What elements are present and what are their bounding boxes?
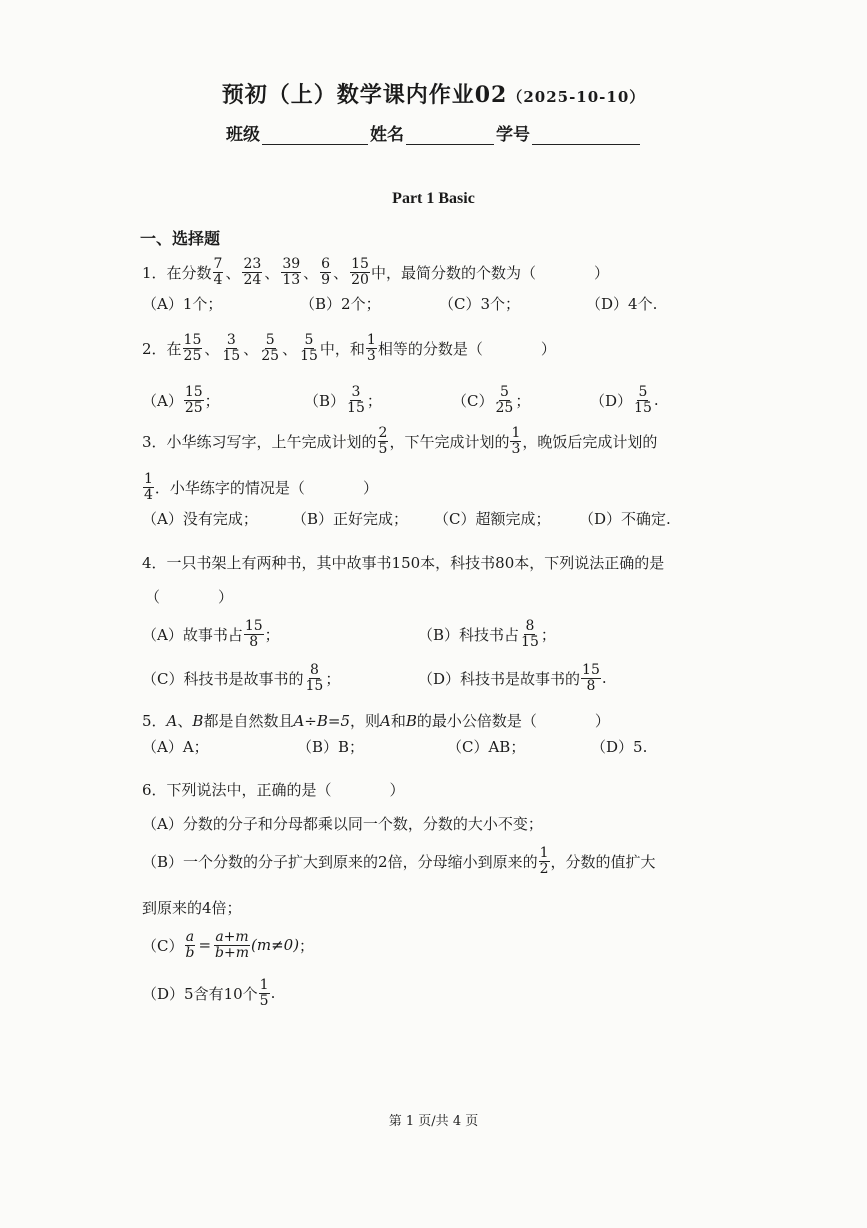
id-label: 学号: [496, 125, 530, 145]
question-3: [142, 426, 657, 456]
q1-option-d: （D）4个.: [586, 294, 658, 313]
name-blank[interactable]: [406, 126, 494, 145]
q2-option-d: （D） $\frac{5}{15}$ .: [590, 383, 659, 416]
q1-fraction-1: $\frac{7}{4}$: [213, 256, 223, 288]
q2-fraction-3: $\frac{5}{25}$: [261, 332, 280, 364]
q2-reference-fraction: $\frac{1}{3}$: [366, 332, 376, 364]
q6-option-d: （D）5含有10个 $\frac{1}{5}$ .: [142, 977, 276, 1009]
question-4: 4．一只书架上有两种书，其中故事书150本，科技书80本，下列说法正确的是: [142, 554, 665, 572]
q3-option-a: （A）没有完成；: [142, 509, 258, 528]
q6-option-a: （A）分数的分子和分母都乘以同一个数，分数的大小不变；: [142, 815, 543, 833]
q4-option-d: （D）科技书是故事书的 $\frac{15}{8}$ .: [418, 661, 607, 694]
q3-option-b: （B）正好完成；: [292, 509, 409, 528]
page-footer: 第 1 页/共 4 页: [388, 1114, 479, 1129]
q4-options-row-2: [142, 658, 702, 698]
q3-option-d: （D）不确定.: [579, 509, 671, 528]
q6-option-c: （C） $\frac{a}{b}$ = $\frac{a+m}{b+m}$ (m≠0) ；: [142, 929, 315, 961]
q2-options: [142, 380, 702, 420]
q2-lead: 2．在: [142, 339, 182, 358]
q2-fraction-2: $\frac{3}{15}$: [222, 332, 241, 364]
q3-fraction-morning: $\frac{2}{5}$: [378, 425, 388, 457]
q5-option-a: （A）A；: [142, 737, 209, 756]
q3-line2: ．小华练字的情况是（: [154, 478, 305, 497]
q3-fraction-evening: $\frac{1}{4}$: [144, 471, 153, 503]
q4-option-a: （A）故事书占 $\frac{15}{8}$ ；: [142, 617, 280, 650]
q1-fraction-4: $\frac{6}{9}$: [321, 256, 331, 288]
q5-option-b: （B）B；: [297, 737, 365, 756]
class-label: 班级: [226, 125, 260, 145]
title-text: 预初（上）数学课内作业02: [221, 82, 508, 108]
q2-tail: 相等的分数是（: [377, 339, 483, 358]
q2-option-b: （B） $\frac{3}{15}$ ；: [304, 383, 382, 416]
student-info-row: [226, 120, 642, 145]
q4-option-b: （B）科技书占 $\frac{8}{15}$ ；: [418, 617, 556, 650]
q5-option-d: （D）5.: [591, 737, 648, 756]
q1-option-a: （A）1个；: [142, 294, 223, 313]
q1-option-c: （C）3个；: [439, 294, 521, 313]
class-blank[interactable]: [262, 126, 368, 145]
name-label: 姓名: [370, 125, 404, 145]
q1-option-b: （B）2个；: [300, 294, 381, 313]
question-6: 6．下列说法中，正确的是（ ）: [142, 781, 405, 799]
q2-fraction-1: $\frac{15}{25}$: [183, 332, 202, 364]
question-4-line-2: （ ）: [145, 588, 234, 606]
q4-options-row-1: [142, 614, 702, 654]
id-blank[interactable]: [532, 126, 640, 145]
section-title: 一、选择题: [140, 229, 221, 248]
q3-fraction-afternoon: $\frac{1}{3}$: [511, 425, 521, 457]
q2-fraction-4: $\frac{5}{15}$: [300, 332, 318, 364]
q1-fraction-2: $\frac{23}{24}$: [243, 256, 262, 288]
part-title: Part 1 Basic: [392, 190, 475, 207]
q1-fraction-3: $\frac{39}{13}$: [282, 256, 301, 288]
page-title: [0, 78, 867, 109]
q3-tail: ，晚饭后完成计划的: [522, 432, 658, 451]
q2-option-c: （C） $\frac{5}{25}$ ；: [452, 383, 531, 416]
q3-option-c: （C）超额完成；: [434, 509, 551, 528]
title-date: （2025-10-10）: [507, 88, 646, 106]
question-3-line-2: $\frac{1}{4}$ ．小华练字的情况是（ ）: [144, 471, 378, 503]
q1-tail: 中，最简分数的个数为（: [370, 263, 536, 282]
question-5: 5． A 、 B 都是自然数且 A÷B=5 ，则 A 和 B 的最小公倍数是（ ）: [142, 711, 610, 730]
q6-option-b: （B）一个分数的分子扩大到原来的2倍，分母缩小到原来的 $\frac{1}{2}$ ，分数的值扩大: [142, 845, 656, 877]
question-1: 1．在分数 $\frac{7}{4}$ 、 $\frac{23}{24}$ 、 $\frac{39}{13}$ 、 $\frac{6}{9}$ 、 $\frac{15}{20}$ 中，最简分数的个数为（ ）: [142, 256, 609, 288]
q1-lead: 1．在分数: [142, 263, 212, 282]
q3-mid: ，下午完成计划的: [389, 432, 510, 451]
q2-mid: 中，和: [319, 339, 365, 358]
question-2: 2．在 $\frac{15}{25}$ 、 $\frac{3}{15}$ 、 $\frac{5}{25}$ 、 $\frac{5}{15}$ 中，和 $\frac{1}{3}$ 相等的分数是（ ）: [142, 332, 556, 364]
q4-option-c: （C）科技书是故事书的 $\frac{8}{15}$ ；: [142, 661, 341, 694]
q3-lead: 3．小华练习写字，上午完成计划的: [142, 432, 377, 451]
q1-fraction-5: $\frac{15}{20}$: [351, 256, 369, 288]
q2-option-a: （A） $\frac{15}{25}$ ；: [142, 383, 220, 416]
q5-option-c: （C）AB；: [447, 737, 526, 756]
q6-option-b-line-2: 到原来的4倍；: [142, 899, 242, 917]
